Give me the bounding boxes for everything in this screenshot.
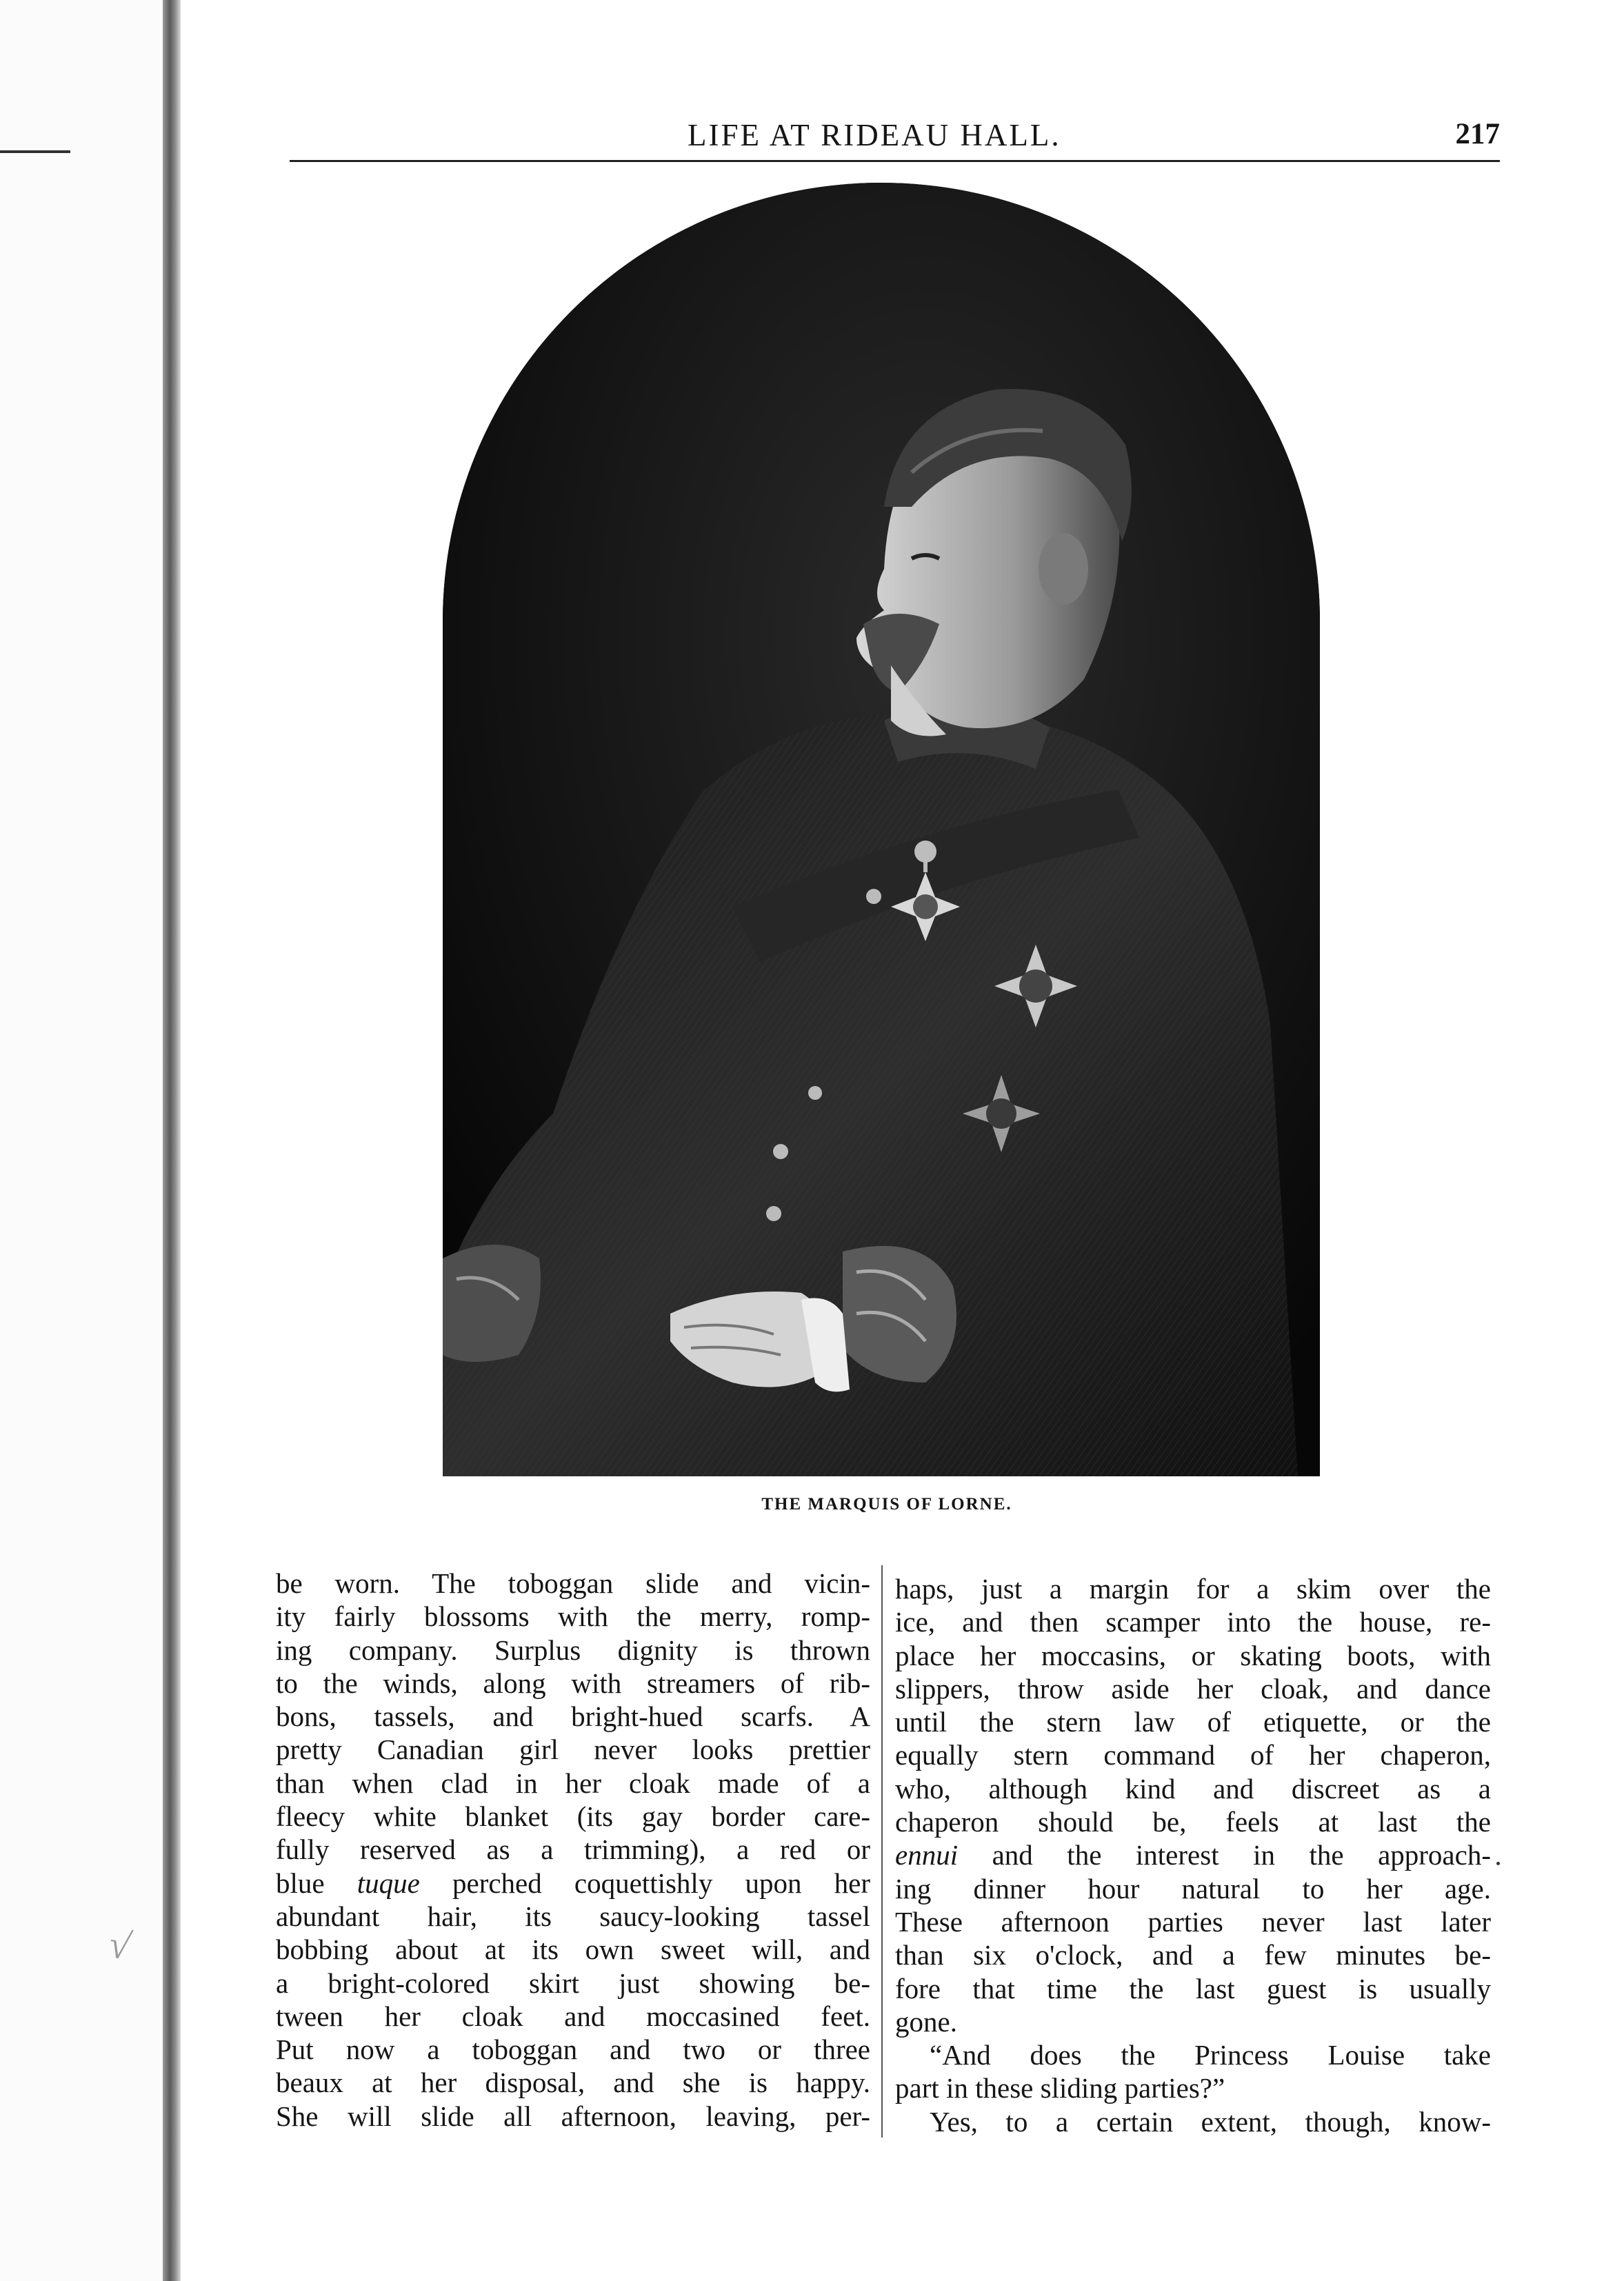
- text-line: slippers, throw aside her cloak, and dance: [895, 1672, 1491, 1705]
- text-line: than when clad in her cloak made of a: [276, 1767, 870, 1799]
- book-gutter: [163, 0, 181, 2281]
- body-text-right-column: [895, 1572, 1491, 2138]
- text-line: be worn. The toboggan slide and vicin-: [276, 1567, 870, 1599]
- body-text-left-column: [276, 1567, 870, 2133]
- text-line: beaux at her disposal, and she is happy.: [276, 2067, 870, 2099]
- text-line: ing dinner hour natural to her age.: [895, 1872, 1491, 1905]
- text-line: She will slide all afternoon, leaving, per-: [276, 2100, 870, 2132]
- text-line: part in these sliding parties?”: [895, 2072, 1225, 2104]
- text-line: These afternoon parties never last later: [895, 1905, 1491, 1938]
- text-line: than six o'clock, and a few minutes be-: [895, 1939, 1491, 1971]
- running-head: [290, 110, 1500, 165]
- facing-page-fragment: [0, 0, 166, 2281]
- text-line: pretty Canadian girl never looks prettier: [276, 1734, 870, 1766]
- text-line: ity fairly blossoms with the merry, romp-: [276, 1600, 870, 1633]
- page-number: 217: [1455, 118, 1500, 150]
- text-line: Put now a toboggan and two or three: [276, 2033, 870, 2066]
- pencil-checkmark: √: [104, 1922, 134, 1969]
- column-divider: [881, 1565, 883, 2138]
- italic-word: ennui: [895, 1839, 959, 1871]
- text-line: equally stern command of her chaperon,: [895, 1739, 1491, 1771]
- text-line: blue tuque perched coquettishly upon her: [276, 1867, 870, 1899]
- text-line: Yes, to a certain extent, though, know-: [930, 2105, 1491, 2138]
- text-line: ice, and then scamper into the house, re-: [895, 1606, 1491, 1638]
- portrait-illustration: [443, 183, 1320, 1476]
- text-line: who, although kind and discreet as a: [895, 1772, 1491, 1805]
- print-speck: [1496, 1862, 1500, 1865]
- text-line: until the stern law of etiquette, or the: [895, 1706, 1491, 1738]
- text-line: abundant hair, its saucy-looking tassel: [276, 1900, 870, 1932]
- figure-caption: THE MARQUIS OF LORNE.: [761, 1495, 1012, 1514]
- text-line: gone.: [895, 2005, 957, 2038]
- text-line: fleecy white blanket (its gay border care-: [276, 1800, 870, 1833]
- text-line: tween her cloak and moccasined feet.: [276, 2000, 870, 2032]
- facing-page-rule: [0, 150, 70, 153]
- portrait-engraving: [443, 183, 1320, 1476]
- italic-word: tuque: [357, 1867, 420, 1899]
- text-line: to the winds, along with streamers of rib-: [276, 1667, 870, 1699]
- text-line: haps, just a margin for a skim over the: [895, 1573, 1491, 1605]
- running-head-rule: [290, 160, 1500, 162]
- text-line: place her moccasins, or skating boots, with: [895, 1639, 1491, 1671]
- text-line: ennui and the interest in the approach-: [895, 1839, 1491, 1871]
- text-line: ing company. Surplus dignity is thrown: [276, 1634, 870, 1666]
- running-head-title: LIFE AT RIDEAU HALL.: [688, 118, 1061, 152]
- text-line: bons, tassels, and bright-hued scarfs. A: [276, 1700, 870, 1733]
- text-line: chaperon should be, feels at last the: [895, 1806, 1491, 1838]
- text-line: fore that time the last guest is usually: [895, 1972, 1491, 2004]
- text-line: “And does the Princess Louise take: [930, 2039, 1491, 2071]
- text-line: a bright-colored skirt just showing be-: [276, 1967, 870, 1999]
- text-line: fully reserved as a trimming), a red or: [276, 1833, 870, 1866]
- text-line: bobbing about at its own sweet will, and: [276, 1933, 870, 1966]
